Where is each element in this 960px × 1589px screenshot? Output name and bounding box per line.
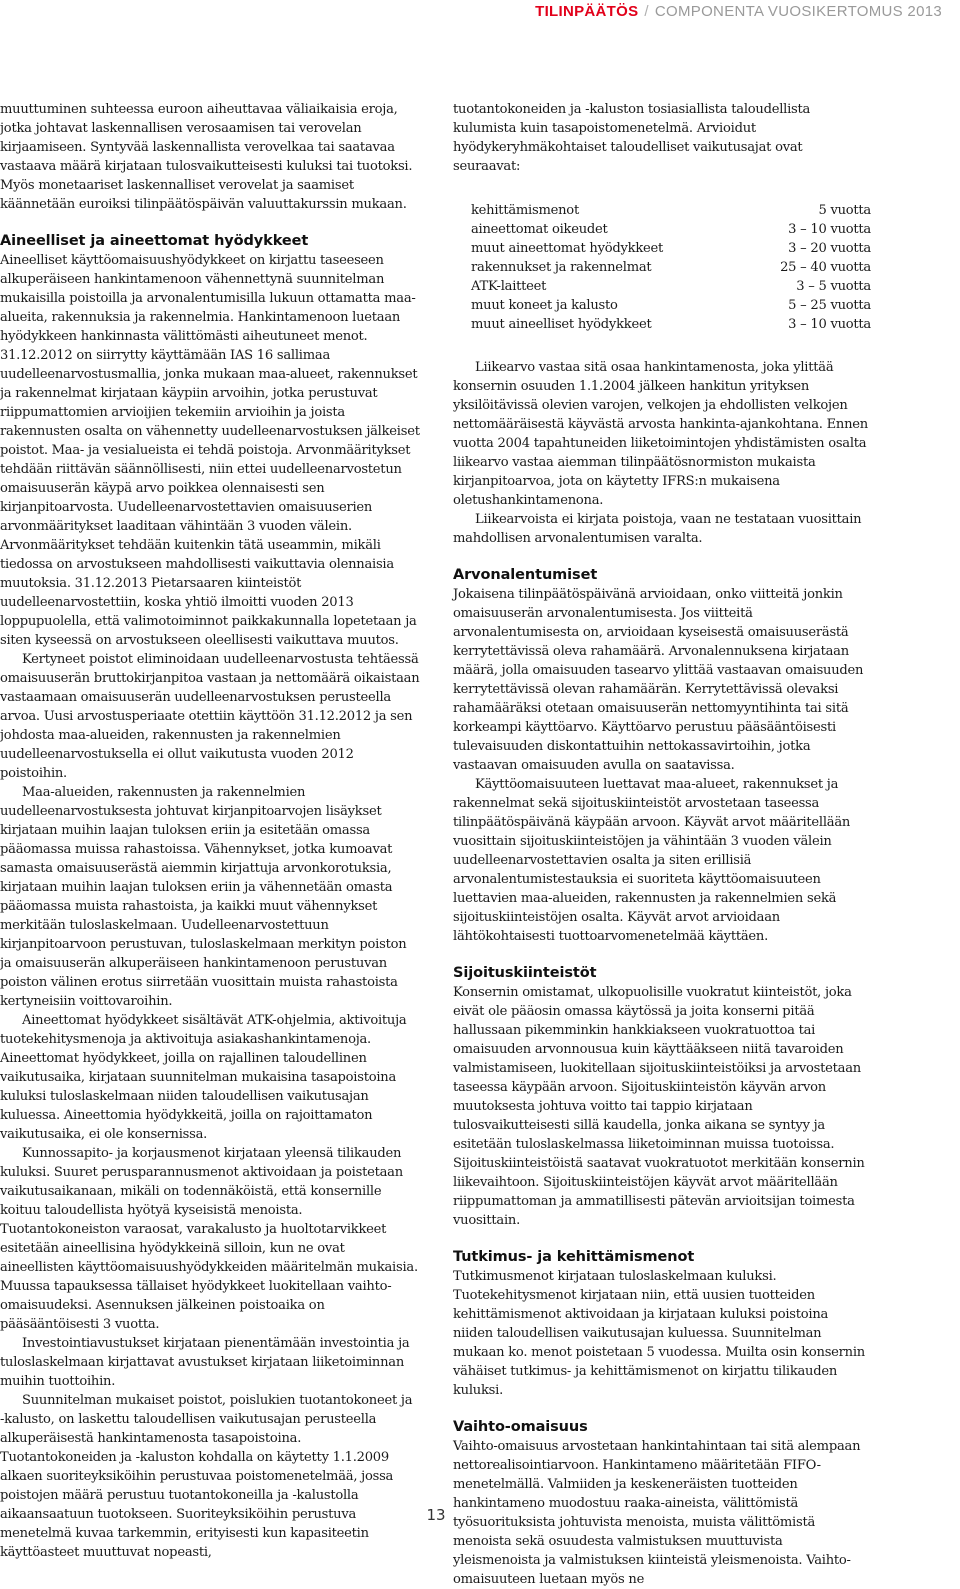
- asset-class-label: rakennukset ja rakennelmat: [471, 260, 652, 275]
- asset-class-label: aineettomat oikeudet: [471, 222, 608, 237]
- asset-class-label: muut aineelliset hyödykkeet: [471, 317, 652, 332]
- running-header: [535, 0, 942, 24]
- table-row: [471, 220, 871, 239]
- useful-life-value: 25 – 40 vuotta: [780, 260, 871, 275]
- useful-lives-table: [471, 201, 871, 334]
- paragraph-revaluation-increases: Maa-alueiden, rakennusten ja rakennelmien uudelleenarvostuksesta johtuvat kirjanpitoarvojen lisäykset kirjataan muihin laajan tuloksen eriin ja esitetään omassa pääomassa muissa rahastoissa. Vähennykset, jotka kumoavat samasta omaisuuserästä aiemmin kirjattuja arvonkorotuksia, kirjataan muihin laajan tuloksen eriin ja vähennetään omasta pääomassa muista rahastoista, ja kaikki muut vähennykset merkitään tuloslaskelmaan. Uudelleenarvostettuun kirjanpitoarvoon perustuvan, tuloslaskelmaan merkityn poiston ja omaisuuserän alkuperäiseen hankintamenoon perustuvan poiston välinen erotus siirretään vuosittain muista rahastoista kertyneisiin voittovaroihin.: [0, 785, 407, 1009]
- paragraph-accumulated-depreciation: Kertyneet poistot eliminoidaan uudelleenarvostusta tehtäessä omaisuuserän bruttokirjanpitoa vastaan ja nettomäärä oikaistaan vastaamaan omaisuuserän uudelleenarvostuksen perusteella arvoa. Uusi arvostusperiaate otettiin käyttöön 31.12.2012 ja sen johdosta maa-alueiden, rakennusten ja rakennelmien uudelleenarvostuksella ei ollut vaikutusta vuoden 2012 poistoihin.: [0, 652, 420, 781]
- table-row: [471, 239, 871, 258]
- paragraph-tax-conversion: muuttuminen suhteessa euroon aiheuttavaa väliaikaisia eroja, jotka johtavat laskennallisen verosaamisen tai verovelan kirjaamiseen. Syntyvää laskennallista verovelkaa tai saatavaa vastaava määrä kirjataan tulosvaikutteisesti kuluksi tai tuotoksi. Myös monetaariset laskennalliset verovelat ja saamiset käännetään euroiksi tilinpäätöspäivän valuuttakurssin mukaan.: [0, 102, 413, 212]
- useful-life-value: 3 – 20 vuotta: [788, 241, 871, 256]
- useful-life-value: 5 vuotta: [818, 203, 871, 218]
- paragraph-useful-lives-intro: tuotantokoneiden ja -kaluston tosiasiallista taloudellista kulumista kuin tasapoistomenetelmä. Arvioidut hyödykeryhmäkohtaiset taloudelliset vaikutusajat ovat seuraavat:: [453, 102, 811, 174]
- paragraph-goodwill-testing: Liikearvoista ei kirjata poistoja, vaan ne testataan vuosittain mahdollisen arvonalentumisen varalta.: [453, 512, 862, 546]
- right-column: [453, 100, 871, 1589]
- heading-investment-properties: Sijoituskiinteistöt: [453, 965, 597, 981]
- paragraph-tangible-assets: Aineelliset käyttöomaisuushyödykkeet on kirjattu taseeseen alkuperäiseen hankintamenoon vähennettynä suunnitelman mukaisilla poistoilla ja arvonalentumisilla lukuun ottamatta maa-alueita, rakennuksia ja rakennelmia. Hankintamenoon luetaan hyödykkeen hankinnasta välittömästi aiheutuneet menot. 31.12.2012 on siirrytty käyttämään IAS 16 sallimaa uudelleenarvostusmallia, jonka mukaan maa-alueet, rakennukset ja rakennelmat kirjataan käypiin arvoihin, jotka perustuvat riippumattomien arvioijien tekemiin arvioihin ja joista rakennusten osalta on vähennetty uudelleenarvostuksen jälkeiset poistot. Maa- ja vesialueista ei tehdä poistoja. Arvonmääritykset tehdään riittävän säännöllisesti, niin ettei uudelleenarvostetun omaisuuserän käypä arvo poikkea olennaisesti sen kirjanpitoarvosta. Uudelleenarvostettavien omaisuuserien arvonmääritykset laaditaan vähintään 3 vuoden välein. Arvonmääritykset tehdään kuitenkin tätä useammin, mikäli tiedossa on arvostukseen mahdollisesti vaikuttavia olennaisia muutoksia. 31.12.2013 Pietarsaaren kiinteistöt uudelleenarvostettiin, koska yhtiö ilmoitti vuoden 2013 loppupuolella, että valimotoiminnot paikkakunnalla lopetetaan ja siten kyseessä on arvostukseen oleellisesti vaikuttava muutos.: [0, 253, 420, 648]
- table-row: [471, 258, 871, 277]
- paragraph-impairment-review: Jokaisena tilinpäätöspäivänä arvioidaan, onko viitteitä jonkin omaisuuserän arvonalentumisesta. Jos viitteitä arvonalentumisesta on, arvioidaan kyseisestä omaisuuserästä kerrytettävissä oleva rahamäärä. Arvonalennuksena kirjataan määrä, jolla omaisuuden tasearvo ylittää vastaavan omaisuuden kerrytettävissä olevan rahamäärän. Kerrytettävissä olevaksi rahamääräksi otetaan omaisuuserän nettomyyntihinta tai sitä korkeampi käyttöarvo. Käyttöarvo perustuu pääsääntöisesti tulevaisuuden diskontattuihin nettokassavirtoihin, jotka vastaavan omaisuuden avulla on saatavissa.: [453, 587, 864, 773]
- table-row: [471, 315, 871, 334]
- table-row: [471, 201, 871, 220]
- asset-class-label: kehittämismenot: [471, 203, 579, 218]
- table-row: [471, 296, 871, 315]
- paragraph-maintenance-costs: Kunnossapito- ja korjausmenot kirjataan yleensä tilikauden kuluksi. Suuret perusparannusmenot aktivoidaan ja poistetaan vaikutusaikanaan, mikäli on todennäköistä, että konsernille koituu taloudellista hyötyä kyseisistä menoista. Tuotantokoneiston varaosat, varakalusto ja huoltotarvikkeet esitetään aineellisina hyödykkeinä silloin, kun ne ovat aineellisten käyttöomaisuushyödykkeiden määritelmän mukaisia. Muussa tapauksessa tällaiset hyödykkeet luokitellaan vaihto-omaisuudeksi. Asennuksen jälkeinen poistoaika on pääsääntöisesti 3 vuotta.: [0, 1146, 418, 1332]
- asset-class-label: muut aineettomat hyödykkeet: [471, 241, 664, 256]
- table-row: [471, 277, 871, 296]
- paragraph-investment-properties: Konsernin omistamat, ulkopuolisille vuokratut kiinteistöt, joka eivät ole pääosin omassa käytössä ja joita konserni pitää hallussaan pikemminkin hankkiakseen vuokratuottoa tai omaisuuden arvonnousua kuin käyttääkseen niitä tavaroiden valmistamiseen, luokitellaan sijoituskiinteistöiksi ja arvostetaan taseessa käypään arvoon. Sijoituskiinteistön käyvän arvon muutoksesta johtuva voitto tai tappio kirjataan tulosvaikutteisesti sillä kaudella, jonka aikana se syntyy ja esitetään tuloslaskelmassa liiketoiminnan muissa tuotoissa. Sijoituskiinteistöistä saatavat vuokratuotot merkitään konsernin liikevaihtoon. Sijoituskiinteistöjen käyvät arvot määritellään riippumattoman ja ammatillisesti pätevän arvioitsijan toimesta vuosittain.: [453, 985, 865, 1228]
- left-column: [0, 100, 420, 1562]
- paragraph-goodwill: Liikearvo vastaa sitä osaa hankintamenosta, joka ylittää konsernin osuuden 1.1.2004 jälkeen hankitun yrityksen yksilöitävissä olevien varojen, velkojen ja ehdollisten velkojen nettomääräisestä käyvästä arvosta hankinta-ajankohtana. Ennen vuotta 2004 tapahtuneiden liiketoimintojen yhdistämisten osalta liikearvo vastaa aiemman tilinpäätösnormiston mukaista kirjanpitoarvoa, jota on käytetty IFRS:n mukaisena oletushankintamenona.: [453, 360, 868, 508]
- useful-life-value: 5 – 25 vuotta: [788, 298, 871, 313]
- asset-class-label: ATK-laitteet: [471, 279, 547, 294]
- heading-tangible-intangible-assets: Aineelliset ja aineettomat hyödykkeet: [0, 233, 309, 249]
- asset-class-label: muut koneet ja kalusto: [471, 298, 618, 313]
- paragraph-intangible-assets: Aineettomat hyödykkeet sisältävät ATK-ohjelmia, aktivoituja tuotekehitysmenoja ja aktivoituja asiakashankintamenoja. Aineettomat hyödykkeet, joilla on rajallinen taloudellinen vaikutusaika, kirjataan suunnitelman mukaisina tasapoistoina kuluksi tuloslaskelmaan niiden taloudellisen vaikutusajan kuluessa. Aineettomia hyödykkeitä, joilla on rajoittamaton vaikutusaika, ei ole konsernissa.: [0, 1013, 407, 1142]
- heading-inventories: Vaihto-omaisuus: [453, 1419, 588, 1435]
- useful-life-value: 3 – 5 vuotta: [796, 279, 871, 294]
- header-section-title: TILINPÄÄTÖS: [535, 3, 639, 20]
- useful-life-value: 3 – 10 vuotta: [788, 222, 871, 237]
- header-separator: /: [644, 3, 649, 20]
- paragraph-investment-grants: Investointiavustukset kirjataan pienentämään investointia ja tuloslaskelmaan kirjattavat avustukset kirjataan liiketoiminnan muihin tuottoihin.: [0, 1336, 410, 1389]
- header-publication-title: COMPONENTA VUOSIKERTOMUS 2013: [654, 3, 942, 20]
- paragraph-fair-value-assets: Käyttöomaisuuteen luettavat maa-alueet, rakennukset ja rakennelmat sekä sijoituskiinteistöt arvostetaan taseessa tilinpäätöspäivänä käypään arvoon. Käyvät arvot määritellään vuosittain sijoituskiinteistöjen ja vähintään 3 vuoden välein uudelleenarvostettavien osalta ja siten erillisiä arvonalentumistestauksia ei suoriteta käyttöomaisuuteen luettavien maa-alueiden, rakennusten ja rakennelmien sekä sijoituskiinteistöjen osalta. Käyvät arvot arvioidaan lähtökohtaisesti tuottoarvomenetelmää käyttäen.: [453, 777, 851, 944]
- paragraph-inventories: Vaihto-omaisuus arvostetaan hankintahintaan tai sitä alempaan nettorealisointiarvoon. Hankintameno määritetään FIFO-menetelmällä. Valmiiden ja keskeneräisten tuotteiden hankintameno muodostuu raaka-aineista, välittömistä työsuorituksista johtuvista menoista, muista välittömistä menoista sekä osuudesta valmistuksen muuttuvista yleismenoista ja valmistuksen kiinteistä yleismenoista. Vaihto-omaisuuteen luetaan myös ne: [453, 1439, 861, 1587]
- paragraph-research-development: Tutkimusmenot kirjataan tuloslaskelmaan kuluksi. Tuotekehitysmenot kirjataan niin, että uusien tuotteiden kehittämismenot aktivoidaan ja kirjataan kuluksi poistoina niiden taloudellisen vaikutusajan kuluessa. Suunnitelman mukaan ko. menot poistetaan 5 vuodessa. Muilta osin konsernin vähäiset tutkimus- ja kehittämismenot on kirjattu tilikauden kuluksi.: [453, 1269, 865, 1398]
- heading-impairments: Arvonalentumiset: [453, 567, 598, 583]
- heading-research-development: Tutkimus- ja kehittämismenot: [453, 1249, 695, 1265]
- paragraph-depreciation-methods: Suunnitelman mukaiset poistot, poislukien tuotantokoneet ja -kalusto, on laskettu taloudellisen vaikutusajan perusteella alkuperäisestä hankintamenosta tasapoistoina. Tuotantokoneiden ja -kaluston kohdalla on käytetty 1.1.2009 alkaen suoriteyksiköihin perustuvaa poistomenetelmää, jossa poistojen määrä perustuu tuotantokoneilla ja -kalustolla aikaansaatuun tuotokseen. Suoriteyksiköihin perustuva menetelmä kuvaa tarkemmin, erityisesti kun kapasiteetin käyttöasteet muuttuvat nopeasti,: [0, 1393, 413, 1560]
- useful-life-value: 3 – 10 vuotta: [788, 317, 871, 332]
- page-number: 13: [426, 1506, 446, 1524]
